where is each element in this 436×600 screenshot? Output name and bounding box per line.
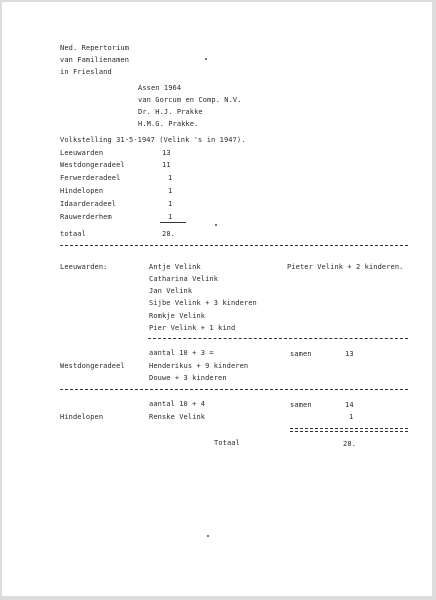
census-place: Leeuwarden xyxy=(60,149,104,157)
samen-label: samen xyxy=(290,350,312,358)
grand-total-label: Totaal xyxy=(214,439,240,447)
samen-value: 13 xyxy=(345,350,354,358)
person-name: Antje Velink xyxy=(149,263,201,271)
census-total-value: 28. xyxy=(162,230,175,238)
section-divider xyxy=(148,338,408,339)
section-place-leeuwarden: Leeuwarden: xyxy=(60,263,108,271)
census-count: 13 xyxy=(162,149,171,157)
census-place: Rauwerderhem xyxy=(60,213,112,221)
section-place-hindelopen: Hindelopen xyxy=(60,413,104,421)
hindelopen-count: 1 xyxy=(349,413,354,421)
census-title: Volkstelling 31-5-1947 (Velink 's in 1947). xyxy=(60,136,246,144)
samen-value: 14 xyxy=(345,401,354,409)
pub-line-2: van Gorcum en Comp. N.V. xyxy=(138,96,242,104)
grand-total-value: 28. xyxy=(343,440,356,448)
census-count: 11 xyxy=(162,161,171,169)
total-divider xyxy=(290,431,408,432)
scan-speck xyxy=(205,58,207,60)
person-name: Renske Velink xyxy=(149,413,206,421)
section-divider xyxy=(60,389,408,390)
pub-line-4: H.M.G. Prakke. xyxy=(138,120,199,128)
aantal-line: aantal 10 + 4 xyxy=(149,400,206,408)
person-name: Jan Velink xyxy=(149,287,193,295)
person-name: Sijbe Velink + 3 kinderen xyxy=(149,299,257,307)
section-place-westdongeradeel: Westdongeradeel xyxy=(60,362,125,370)
census-count: 1 xyxy=(168,200,173,208)
sum-underline xyxy=(160,222,186,223)
document-page xyxy=(2,2,432,596)
org-line-3: in Friesland xyxy=(60,68,112,76)
census-place: Ferwerderadeel xyxy=(60,174,121,182)
total-divider xyxy=(290,428,408,429)
pub-line-3: Dr. H.J. Prakke xyxy=(138,108,203,116)
scan-speck xyxy=(207,535,209,537)
person-name: Pier Velink + 1 kind xyxy=(149,324,236,332)
census-place: Hindelopen xyxy=(60,187,104,195)
org-line-1: Ned. Repertorium xyxy=(60,44,130,52)
pub-line-1: Assen 1964 xyxy=(138,84,182,92)
side-note: Pieter Velink + 2 kinderen. xyxy=(287,263,404,271)
census-total-label: totaal xyxy=(60,230,86,238)
aantal-line: aantal 10 + 3 = xyxy=(149,349,214,357)
person-name: Catharina Velink xyxy=(149,275,219,283)
census-place: Westdongeradeel xyxy=(60,161,125,169)
census-count: 1 xyxy=(168,213,173,221)
census-count: 1 xyxy=(168,174,173,182)
org-line-2: van Familienamen xyxy=(60,56,130,64)
scan-speck xyxy=(215,224,217,226)
census-place: Idaarderadeel xyxy=(60,200,117,208)
samen-label: samen xyxy=(290,401,312,409)
census-count: 1 xyxy=(168,187,173,195)
person-name: Romkje Velink xyxy=(149,312,206,320)
person-name: Henderikus + 9 kinderen xyxy=(149,362,249,370)
section-divider xyxy=(60,245,408,246)
person-name: Douwe + 3 kinderen xyxy=(149,374,227,382)
